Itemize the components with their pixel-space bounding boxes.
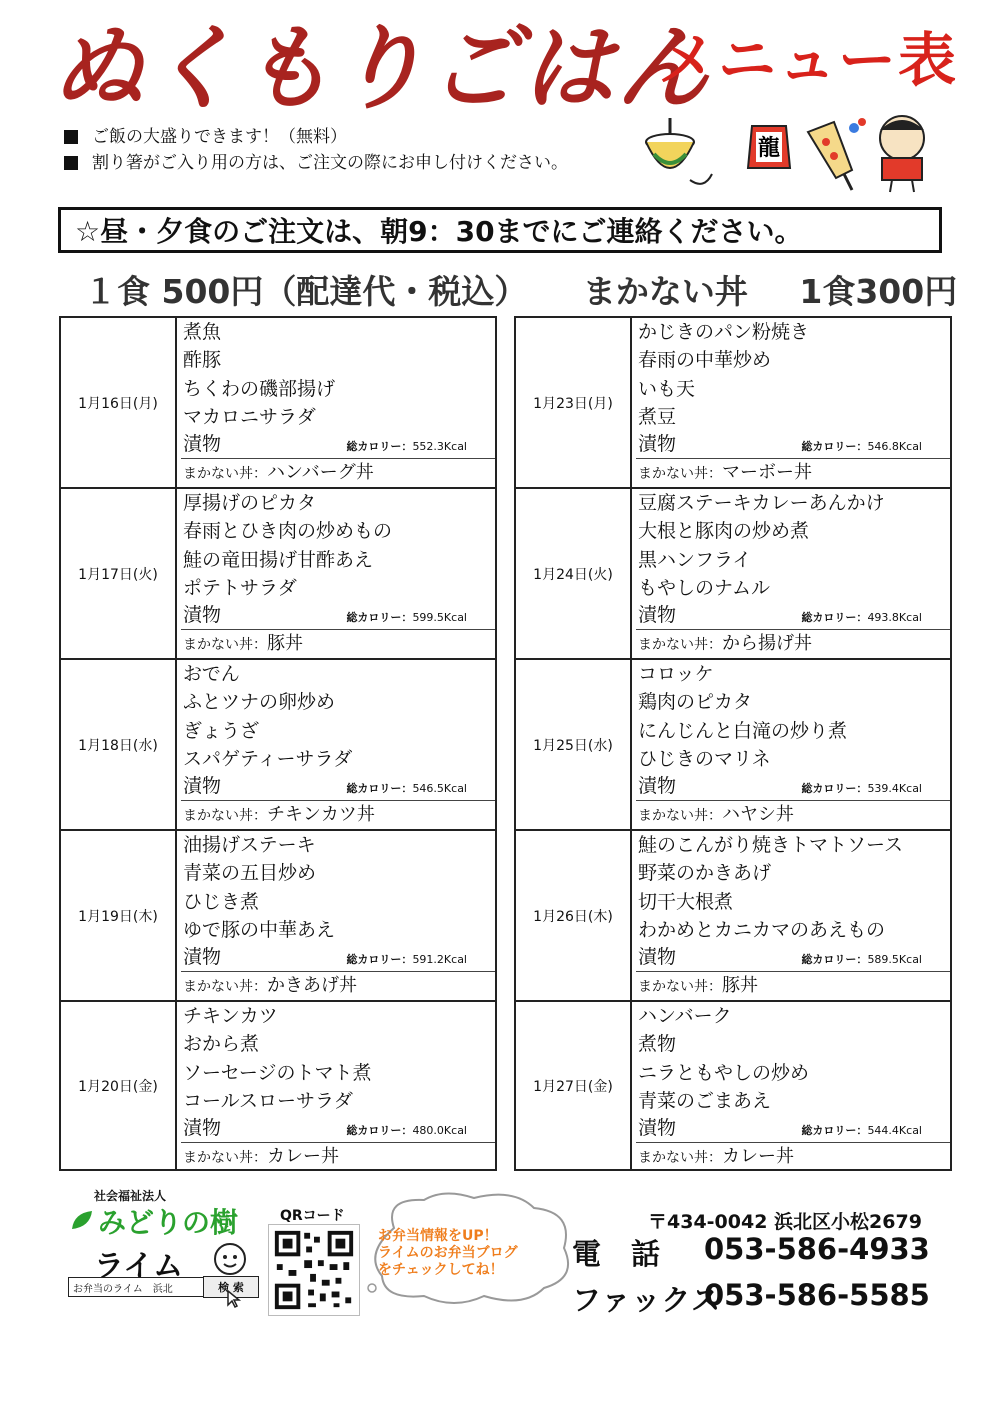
price-row <box>84 266 957 313</box>
menu-item: 野菜のかきあげ <box>638 862 772 885</box>
square-bullet-icon <box>64 130 78 144</box>
calorie: 総カロリー：493.8Kcal <box>801 611 922 625</box>
day-menu <box>181 831 495 1000</box>
menu-item: 春雨とひき肉の炒めもの <box>183 520 393 543</box>
menu-item: ひじき煮 <box>183 890 260 913</box>
fax-contact <box>572 1278 930 1319</box>
day-menu <box>636 660 950 829</box>
menu-item-pickles: 漬物 総カロリー：589.5Kcal <box>636 944 950 972</box>
org-type: 社会福祉法人 <box>94 1189 167 1203</box>
day-date: 1月26日(木) <box>516 831 632 1000</box>
menu-item-pickles: 漬物 総カロリー：493.8Kcal <box>636 602 950 630</box>
org-sub-name: ライム <box>94 1249 184 1284</box>
day-date: 1月24日(火) <box>516 489 632 658</box>
menu-item: 鶏肉のピカタ <box>638 691 753 714</box>
menu-item: 春雨の中華炒め <box>638 349 772 372</box>
day-menu <box>636 831 950 1000</box>
menu-item: コールスローサラダ <box>183 1089 353 1112</box>
menu-item: 鮭のこんがり焼きトマトソース <box>638 834 904 856</box>
regular-price: １食 500円（配達代・税込） <box>84 272 528 311</box>
makanai-don: まかない丼：豚丼 <box>183 633 303 655</box>
note-item: ご飯の大盛りできます！（無料） <box>64 124 568 150</box>
makanai-label: まかない丼 <box>582 272 748 311</box>
day-menu <box>181 489 495 658</box>
menu-item: おでん <box>183 663 240 685</box>
page-subtitle: メニュー表 <box>658 26 959 94</box>
menu-item: マカロニサラダ <box>183 405 316 428</box>
day-block <box>516 318 950 489</box>
day-menu <box>636 489 950 658</box>
day-menu <box>181 660 495 829</box>
day-date: 1月17日(火) <box>61 489 177 658</box>
fax-label: ファックス <box>572 1283 722 1317</box>
day-block <box>61 318 495 489</box>
menu-item: わかめとカニカマのあえもの <box>638 918 886 941</box>
day-block <box>516 1002 950 1169</box>
menu-item-pickles: 漬物 総カロリー：546.5Kcal <box>181 773 495 801</box>
menu-item: ゆで豚の中華あえ <box>183 918 336 941</box>
cursor-icon <box>226 1289 242 1309</box>
menu-item: 青菜のごまあえ <box>638 1089 772 1112</box>
menu-item: 大根と豚肉の炒め煮 <box>638 520 810 543</box>
menu-item: 酢豚 <box>183 349 222 372</box>
note-item: 割り箸がご入り用の方は、ご注文の際にお申し付けください。 <box>64 150 568 176</box>
menu-item: ぎょうざ <box>183 719 260 742</box>
spinning-top-icon <box>646 118 712 184</box>
menu-item: 油揚げステーキ <box>183 834 316 856</box>
menu-item-pickles: 漬物 総カロリー：544.4Kcal <box>636 1115 950 1143</box>
day-menu <box>636 318 950 487</box>
makanai-price: 1食300円 <box>799 272 958 311</box>
square-bullet-icon <box>64 156 78 170</box>
makanai-don: まかない丼：から揚げ丼 <box>638 633 812 655</box>
phone-contact <box>572 1232 930 1273</box>
menu-column-week1 <box>59 316 497 1171</box>
menu-item: 黒ハンフライ <box>638 548 752 571</box>
day-block <box>61 831 495 1002</box>
menu-item-pickles: 漬物 総カロリー：546.8Kcal <box>636 431 950 459</box>
new-year-decoration-icon <box>640 112 940 194</box>
menu-item-pickles: 漬物 総カロリー：480.0Kcal <box>181 1115 495 1143</box>
day-date: 1月16日(月) <box>61 318 177 487</box>
day-block <box>61 489 495 660</box>
menu-item: ポテトサラダ <box>183 576 297 599</box>
menu-item: ハンバーク <box>638 1005 732 1027</box>
fax-number: 053-586-5585 <box>704 1278 930 1312</box>
day-menu <box>636 1002 950 1169</box>
calorie: 総カロリー：546.5Kcal <box>346 782 467 796</box>
day-date: 1月23日(月) <box>516 318 632 487</box>
doll-icon <box>880 116 924 192</box>
calorie: 総カロリー：544.4Kcal <box>801 1124 922 1138</box>
battledore-icon <box>808 118 866 190</box>
day-date: 1月27日(金) <box>516 1002 632 1169</box>
day-date: 1月20日(金) <box>61 1002 177 1169</box>
search-box: お弁当のライム 浜北 検 索 <box>68 1277 258 1297</box>
menu-item: 鮭の竜田揚げ甘酢あえ <box>183 548 374 571</box>
makanai-don: まかない丼：かきあげ丼 <box>183 975 357 997</box>
day-date: 1月18日(水) <box>61 660 177 829</box>
org-name: みどりの樹 <box>70 1201 238 1241</box>
phone-label: 電話 <box>572 1237 691 1271</box>
menu-item-pickles: 漬物 総カロリー：599.5Kcal <box>181 602 495 630</box>
mascot-icon <box>210 1239 250 1279</box>
calorie: 総カロリー：480.0Kcal <box>346 1124 467 1138</box>
menu-item: 厚揚げのピカタ <box>183 492 317 514</box>
makanai-don: まかない丼：マーボー丼 <box>638 462 812 484</box>
menu-item: にんじんと白滝の炒り煮 <box>638 719 848 742</box>
calorie: 総カロリー：539.4Kcal <box>801 782 922 796</box>
calorie: 総カロリー：591.2Kcal <box>346 953 467 967</box>
organization-logo <box>50 1183 260 1315</box>
menu-item: ニラともやしの炒め <box>638 1061 810 1084</box>
menu-item-pickles: 漬物 総カロリー：552.3Kcal <box>181 431 495 459</box>
calorie: 総カロリー：589.5Kcal <box>801 953 922 967</box>
menu-item: ふとツナの卵炒め <box>183 691 336 714</box>
menu-item: おから煮 <box>183 1033 260 1056</box>
day-block <box>61 1002 495 1169</box>
menu-item: 豆腐ステーキカレーあんかけ <box>638 492 885 514</box>
kite-icon <box>748 126 790 168</box>
day-block <box>516 489 950 660</box>
menu-item: 煮魚 <box>183 321 222 343</box>
makanai-don: まかない丼：チキンカツ丼 <box>183 804 375 826</box>
menu-item-pickles: 漬物 総カロリー：591.2Kcal <box>181 944 495 972</box>
page-title: ぬくもりごはん <box>52 14 711 122</box>
menu-column-week2 <box>514 316 952 1171</box>
menu-item: もやしのナムル <box>638 576 771 599</box>
day-menu <box>181 1002 495 1169</box>
day-block <box>516 831 950 1002</box>
svg-text:龍: 龍 <box>757 136 781 161</box>
menu-item: チキンカツ <box>183 1005 278 1027</box>
makanai-don: まかない丼：カレー丼 <box>638 1146 794 1168</box>
leaf-icon <box>70 1209 98 1233</box>
menu-item: いも天 <box>638 377 696 400</box>
day-date: 1月25日(水) <box>516 660 632 829</box>
menu-item: かじきのパン粉焼き <box>638 321 810 343</box>
menu-item: スパゲティーサラダ <box>183 747 353 770</box>
makanai-don: まかない丼：豚丼 <box>638 975 758 997</box>
notes <box>64 124 568 176</box>
phone-number[interactable]: 053-586-4933 <box>704 1232 930 1266</box>
search-button[interactable]: 検 索 <box>203 1276 259 1298</box>
calorie: 総カロリー：599.5Kcal <box>346 611 467 625</box>
day-block <box>61 660 495 831</box>
qr-code-icon[interactable] <box>268 1224 360 1316</box>
calorie: 総カロリー：546.8Kcal <box>801 440 922 454</box>
menu-item: ちくわの磯部揚げ <box>183 377 336 400</box>
menu-item: 煮物 <box>638 1033 677 1056</box>
makanai-don: まかない丼：ハヤシ丼 <box>638 804 794 826</box>
blog-callout: お弁当情報をUP！ ライムのお弁当ブログ をチェックしてね！ <box>378 1228 518 1278</box>
makanai-don: まかない丼：ハンバーグ丼 <box>183 462 374 484</box>
address: 〒434-0042 浜北区小松2679 <box>648 1211 922 1233</box>
day-date: 1月19日(木) <box>61 831 177 1000</box>
order-deadline-notice: ☆昼・夕食のご注文は、朝9：30までにご連絡ください。 <box>58 207 942 253</box>
menu-item: ひじきのマリネ <box>638 747 771 770</box>
menu-item-pickles: 漬物 総カロリー：539.4Kcal <box>636 773 950 801</box>
day-menu <box>181 318 495 487</box>
menu-item: 青菜の五目炒め <box>183 862 317 885</box>
menu-item: ソーセージのトマト煮 <box>183 1061 372 1084</box>
menu-item: 切干大根煮 <box>638 890 734 913</box>
makanai-don: まかない丼：カレー丼 <box>183 1146 339 1168</box>
menu-item: コロッケ <box>638 663 714 685</box>
qr-label: QRコード <box>280 1208 345 1224</box>
calorie: 総カロリー：552.3Kcal <box>346 440 467 454</box>
menu-item: 煮豆 <box>638 405 677 428</box>
day-block <box>516 660 950 831</box>
